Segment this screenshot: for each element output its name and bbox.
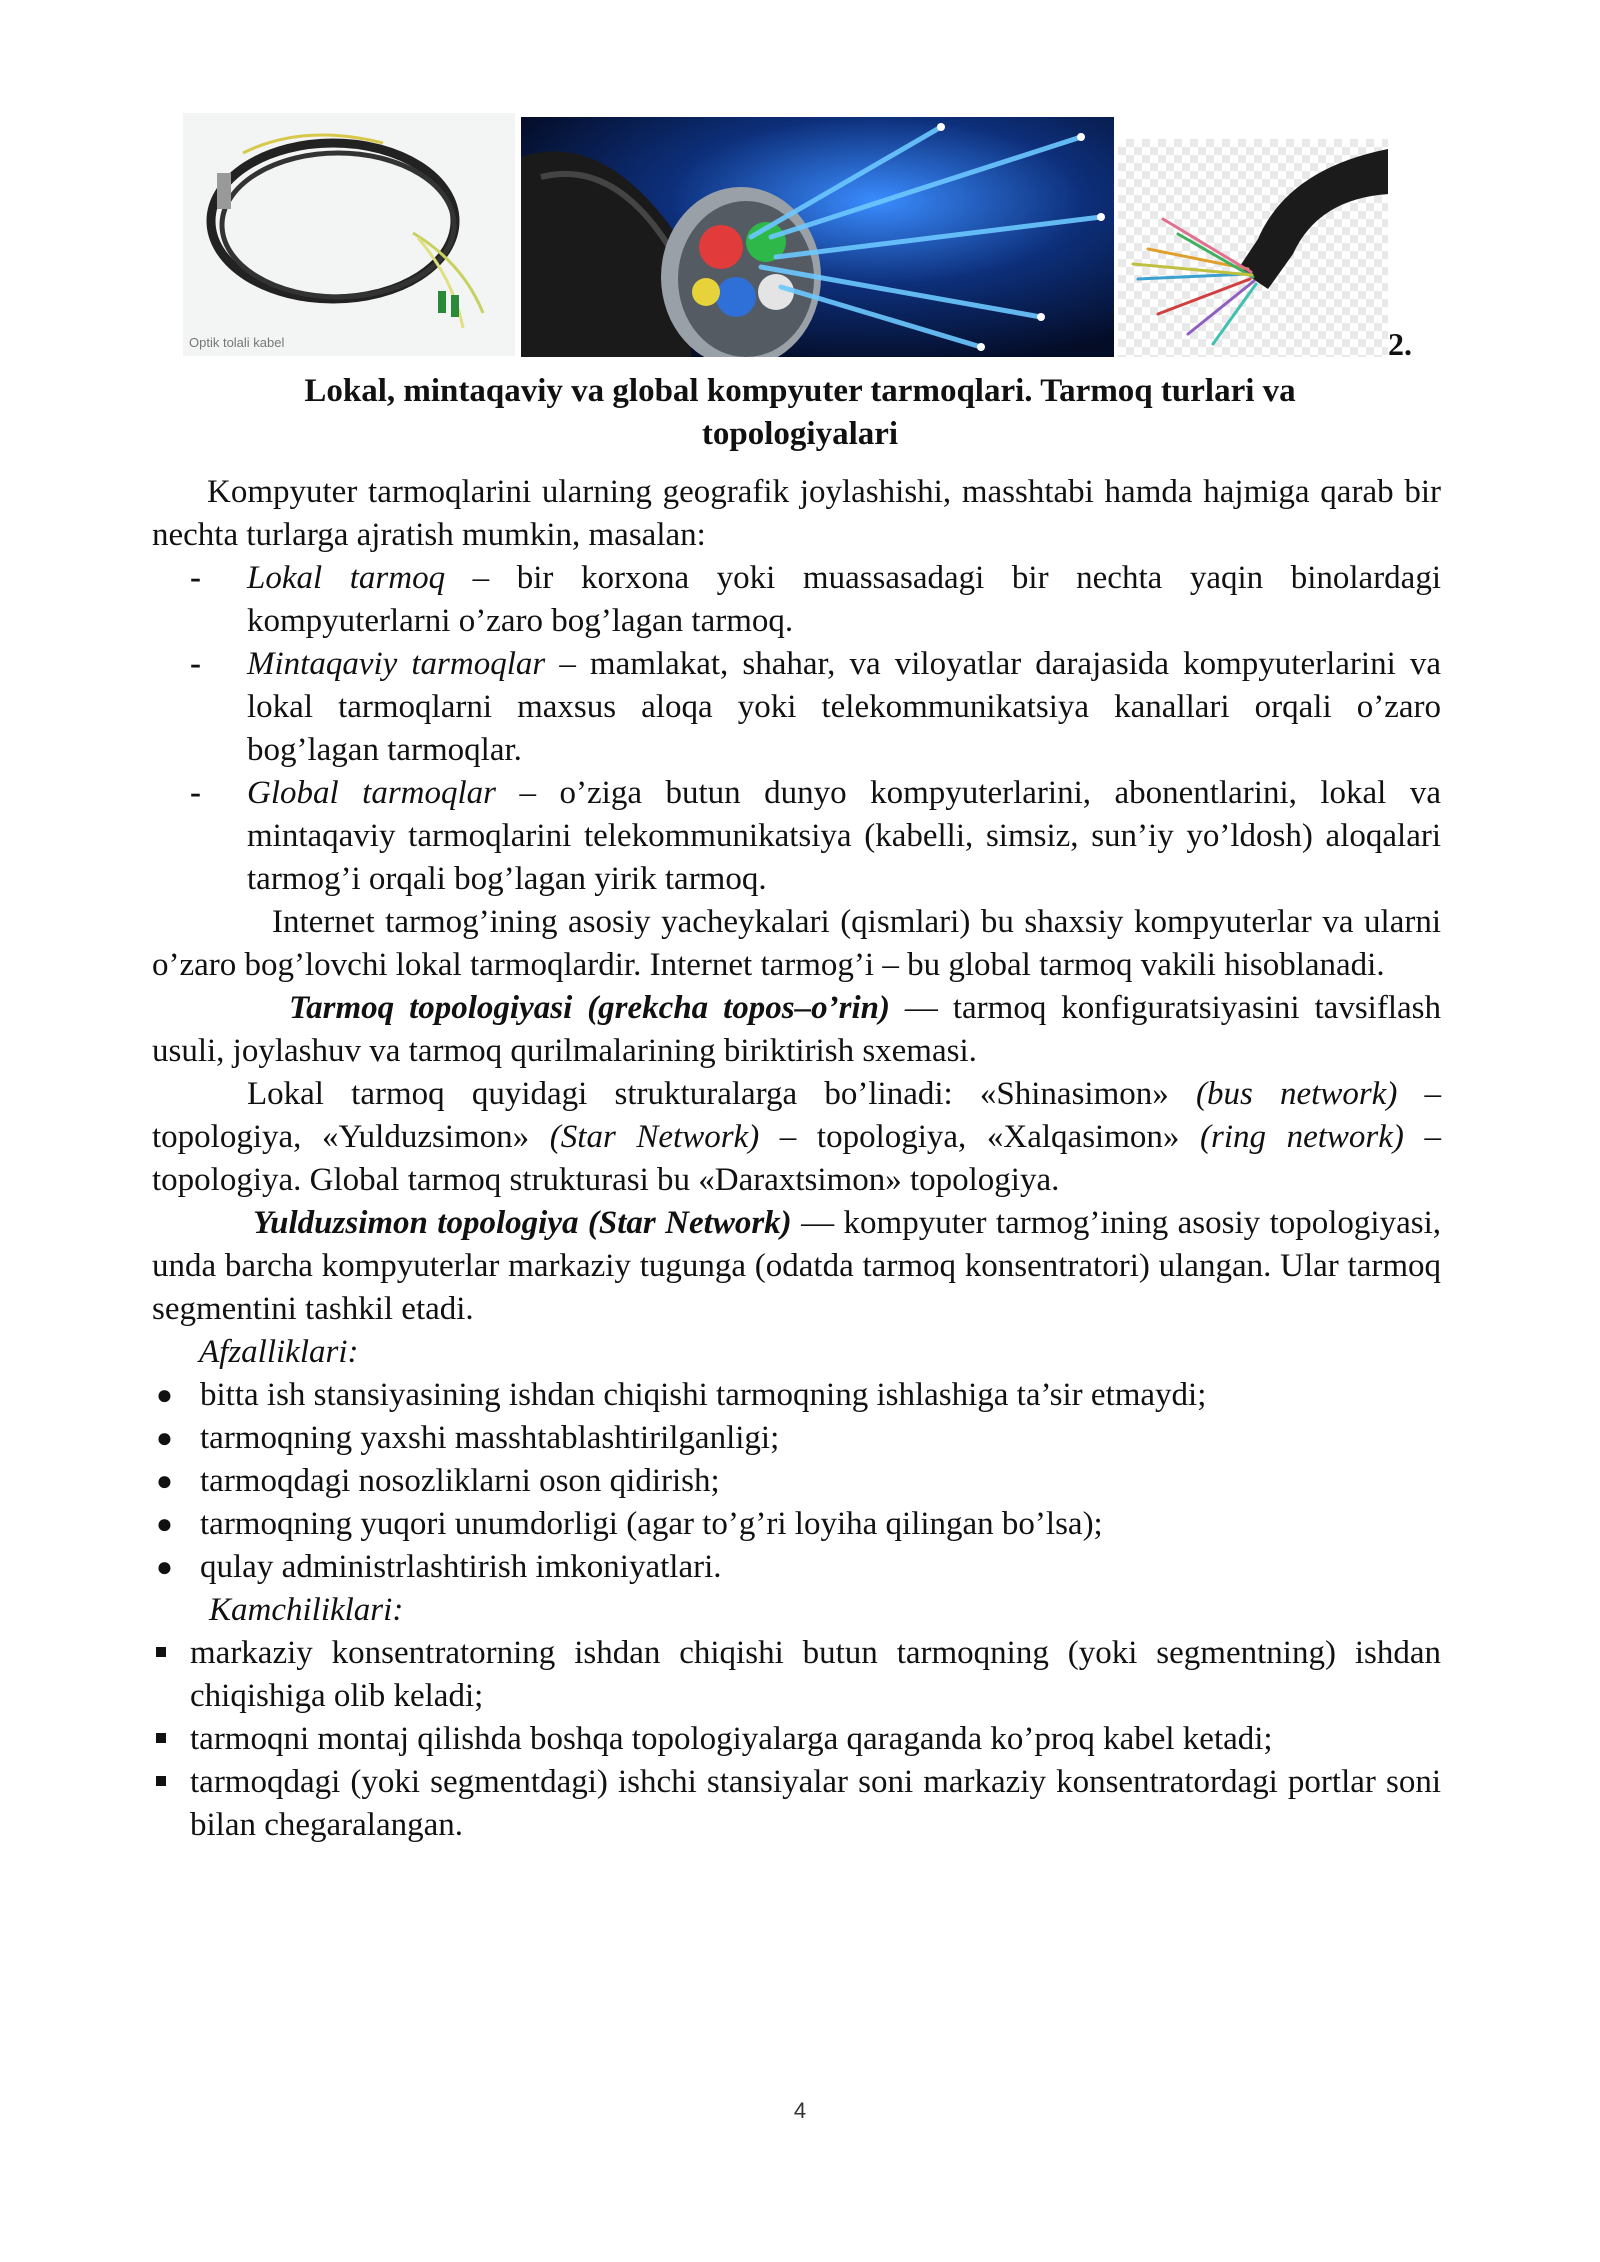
disadvantage-item [152,1718,1441,1761]
page-number: 4 [793,2098,807,2123]
disadvantage-item [152,1632,1441,1718]
square-bullet-marker [156,1776,166,1786]
star-network-term: (Star Network) [549,1119,760,1155]
fiber-cross-section-illustration [521,117,1114,357]
disadvantage-text: tarmoqni montaj qilishda boshqa topologiyalarga qaraganda ko’proq kabel ketadi; [190,1721,1273,1757]
bullet-marker: ● [156,1552,173,1583]
dash-marker: - [190,775,201,811]
image-caption: Optik tolali kabel [189,335,285,350]
structures-text-1: Lokal tarmoq quyidagi strukturalarga bo’linadi: «Shinasimon» [247,1076,1196,1112]
fiber-strands-illustration [1118,139,1388,357]
advantage-text: tarmoqning yuqori unumdorligi (agar to’g’ri loyiha qilingan bo’lsa); [200,1506,1103,1542]
fiber-cable-strands-image [1118,139,1388,357]
bullet-marker: ● [156,1466,173,1497]
list-item [152,772,1441,901]
intro-paragraph: Kompyuter tarmoqlarini ularning geografik joylashishi, masshtabi hamda hajmiga qarab bir nechta turlarga ajratish mumkin, masalan: [152,474,1441,553]
advantage-item [152,1417,1441,1460]
advantage-text: qulay administrlashtirish imkoniyatlari. [200,1549,722,1585]
network-type-text: – o’ziga butun dunyo kompyuterlarini, abonentlarini, lokal va mintaqaviy tarmoqlarini telekommunikatsiya (kabelli, simsiz, sun’iy yo’ldosh) aloqalari tarmog’i orqali bog’lagan yirik tarmoq. [247,775,1441,897]
network-type-term: Mintaqaviy tarmoqlar [247,646,546,682]
network-type-term: Lokal tarmoq [247,560,446,596]
advantage-text: tarmoqning yaxshi masshtablashtirilganligi; [200,1420,780,1456]
advantage-text: tarmoqdagi nosozliklarni oson qidirish; [200,1463,720,1499]
fiber-cable-coil-image [183,113,515,356]
disadvantages-label: Kamchiliklari: [209,1592,404,1628]
advantage-text: bitta ish stansiyasining ishdan chiqishi tarmoqning ishlashiga ta’sir etmaydi; [200,1377,1207,1413]
section-heading: Lokal, mintaqaviy va global kompyuter tarmoqlari. Tarmoq turlari va topologiyalari [304,373,1296,452]
bullet-marker: ● [156,1380,173,1411]
list-item [152,643,1441,772]
document-body [152,471,1441,1847]
structures-paragraph [152,1073,1441,1202]
topology-text: — tarmoq konfiguratsiyasini tavsiflash usuli, joylashuv va tarmoq qurilmalarining biriktirish sxemasi. [152,990,1441,1069]
advantage-item [152,1374,1441,1417]
square-bullet-marker [156,1647,166,1657]
structures-text-2: – topologiya, «Yulduzsimon» [152,1076,1442,1155]
dash-marker: - [190,646,201,682]
disadvantage-text: markaziy konsentratorning ishdan chiqishi butun tarmoqning (yoki segmentning) ishdan chiqishiga olib keladi; [190,1635,1441,1714]
topology-definition-paragraph [152,987,1441,1073]
bullet-marker: ● [156,1509,173,1540]
advantages-label: Afzalliklari: [199,1334,359,1370]
advantage-item [152,1460,1441,1503]
network-type-text: – mamlakat, shahar, va viloyatlar darajasida kompyuterlarini va lokal tarmoqlarni maxsus aloqa yoki telekommunikatsiya kanallari orqali o’zaro bog’lagan tarmoqlar. [247,646,1441,768]
section-number: 2. [1388,326,1412,362]
advantage-item [152,1546,1441,1589]
dash-marker: - [190,560,201,596]
structures-text-4: – topologiya. Global tarmoq strukturasi bu «Daraxtsimon» topologiya. [152,1119,1441,1198]
bullet-marker: ● [156,1423,173,1454]
ring-network-term: (ring network) [1199,1119,1404,1155]
fiber-coil-illustration [183,113,515,356]
network-type-text: – bir korxona yoki muassasadagi bir nechta yaqin binolardagi kompyuterlarni o’zaro bog’lagan tarmoq. [247,560,1441,639]
internet-paragraph: Internet tarmog’ining asosiy yacheykalari (qismlari) bu shaxsiy kompyuterlar va ularni o’zaro bog’lovchi lokal tarmoqlardir. Internet tarmog’i – bu global tarmoq vakili hisoblanadi. [152,904,1441,983]
advantage-item [152,1503,1441,1546]
fiber-cable-cross-section-image [521,117,1114,357]
network-type-term: Global tarmoqlar [247,775,497,811]
structures-text-3: – topologiya, «Xalqasimon» [759,1119,1200,1155]
bus-network-term: (bus network) [1195,1076,1398,1112]
topology-term: Tarmoq topologiyasi (grekcha topos–o’rin) [289,990,890,1026]
disadvantage-text: tarmoqdagi (yoki segmentdagi) ishchi stansiyalar soni markaziy konsentratordagi portlar soni bilan chegaralangan. [190,1764,1441,1843]
list-item [152,557,1441,643]
star-topology-text: — kompyuter tarmog’ining asosiy topologiyasi, unda barcha kompyuterlar markaziy tugunga (odatda tarmoq konsentratori) ulangan. Ular tarmoq segmentini tashkil etadi. [152,1205,1442,1327]
square-bullet-marker [156,1733,166,1743]
star-definition-paragraph [152,1202,1441,1331]
star-topology-term: Yulduzsimon topologiya (Star Network) [253,1205,792,1241]
disadvantage-item [152,1761,1441,1847]
